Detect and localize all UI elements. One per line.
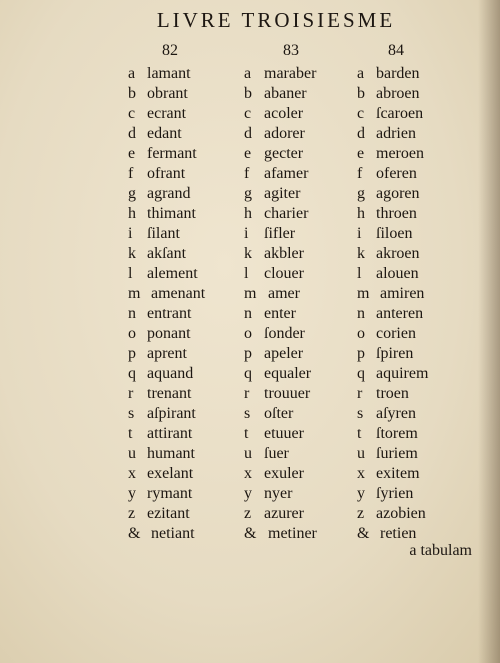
entry-word: metiner [268,525,317,542]
word-entry [128,264,240,284]
word-entry [244,424,356,444]
entry-letter: l [357,265,362,282]
entry-word: aſyren [376,405,416,422]
entry-word: obrant [147,85,188,102]
entry-word: aquirem [376,365,429,382]
word-entry [244,464,356,484]
entry-word: gecter [264,145,304,162]
entry-word: ezitant [147,505,190,522]
entry-letter: m [128,285,141,302]
word-entry [244,244,356,264]
entry-letter: a [357,65,365,82]
entry-letter: s [357,405,364,422]
entry-letter: z [357,505,365,522]
entry-word: azobien [376,505,426,522]
word-entry [244,444,356,464]
entry-letter: k [244,245,252,262]
word-entry [357,484,473,504]
entry-word: maraber [264,65,317,82]
entry-letter: g [244,185,252,202]
word-entry [128,224,240,244]
entry-letter: f [357,165,363,182]
word-column-82 [128,64,240,544]
word-entry [244,404,356,424]
entry-letter: u [357,445,365,462]
word-entry [357,84,473,104]
entry-letter: a [244,65,252,82]
entry-word: entrant [147,305,192,322]
word-entry [357,324,473,344]
word-entry [128,104,240,124]
word-entry [128,144,240,164]
entry-letter: t [357,425,362,442]
entry-letter: c [244,105,252,122]
word-entry [357,344,473,364]
entry-word: akroen [376,245,420,262]
word-column-84 [357,64,473,544]
word-entry [244,484,356,504]
entry-letter: c [357,105,365,122]
word-entry [357,204,473,224]
entry-word: agiter [264,185,301,202]
entry-letter: b [128,85,136,102]
entry-word: anteren [376,305,424,322]
word-entry [357,504,473,524]
entry-letter: y [357,485,365,502]
column-number-84: 84 [388,42,404,59]
entry-letter: e [128,145,136,162]
word-entry [244,184,356,204]
entry-letter: x [244,465,252,482]
entry-word: attirant [147,425,193,442]
word-entry [357,124,473,144]
entry-letter: c [128,105,136,122]
word-entry [244,264,356,284]
entry-letter: x [357,465,365,482]
entry-word: agoren [376,185,420,202]
entry-letter: e [244,145,252,162]
word-entry [128,204,240,224]
entry-word: acoler [264,105,304,122]
column-number-83: 83 [283,42,299,59]
entry-letter: i [128,225,133,242]
word-entry [357,444,473,464]
entry-letter: n [357,305,365,322]
word-column-83 [244,64,356,544]
entry-word: ſuriem [376,445,418,462]
entry-letter: r [357,385,363,402]
entry-word: oſter [264,405,294,422]
entry-word: etuuer [264,425,304,442]
entry-word: trouuer [264,385,311,402]
entry-word: ſcaroen [376,105,424,122]
word-entry [357,244,473,264]
word-entry [128,244,240,264]
word-entry [244,324,356,344]
entry-word: thimant [147,205,196,222]
catchword: a tabulam [409,542,472,559]
entry-letter: k [357,245,365,262]
word-entry [128,284,240,304]
word-entry [128,124,240,144]
entry-word: trenant [147,385,192,402]
entry-word: lamant [147,65,191,82]
entry-letter: h [244,205,252,222]
word-entry [357,364,473,384]
entry-letter: l [244,265,249,282]
entry-word: amer [268,285,300,302]
word-entry [357,524,473,544]
entry-letter: z [128,505,136,522]
entry-word: afamer [264,165,309,182]
word-entry [244,124,356,144]
entry-letter: o [128,325,136,342]
entry-word: azurer [264,505,304,522]
word-entry [357,384,473,404]
entry-letter: g [357,185,365,202]
entry-word: ſilant [147,225,180,242]
entry-letter: u [128,445,136,462]
word-entry [128,524,240,544]
entry-letter: d [128,125,136,142]
entry-letter: r [128,385,134,402]
entry-letter: f [244,165,250,182]
entry-word: corien [376,325,416,342]
entry-letter: q [128,365,136,382]
word-entry [357,164,473,184]
entry-word: ſuer [264,445,289,462]
word-entry [128,464,240,484]
entry-word: apeler [264,345,304,362]
entry-letter: s [244,405,251,422]
entry-letter: z [244,505,252,522]
word-entry [357,464,473,484]
word-entry [128,504,240,524]
entry-letter: i [357,225,362,242]
word-entry [244,524,356,544]
word-entry [244,204,356,224]
entry-letter: o [244,325,252,342]
entry-letter: & [244,525,257,542]
entry-word: barden [376,65,420,82]
word-entry [128,184,240,204]
entry-word: enter [264,305,296,322]
word-entry [357,144,473,164]
entry-word: clouer [264,265,304,282]
word-entry [128,424,240,444]
entry-word: aſpirant [147,405,196,422]
word-entry [244,64,356,84]
entry-word: humant [147,445,195,462]
entry-letter: y [128,485,136,502]
word-entry [244,304,356,324]
entry-word: nyer [264,485,293,502]
entry-word: fermant [147,145,197,162]
word-entry [357,264,473,284]
word-entry [128,364,240,384]
entry-word: ſifler [264,225,296,242]
entry-word: abroen [376,85,420,102]
entry-word: alement [147,265,198,282]
word-entry [357,304,473,324]
entry-letter: a [128,65,136,82]
entry-letter: x [128,465,136,482]
column-number-82: 82 [162,42,178,59]
entry-letter: t [128,425,133,442]
entry-word: exuler [264,465,304,482]
entry-letter: p [357,345,365,362]
entry-letter: b [357,85,365,102]
entry-letter: r [244,385,250,402]
entry-word: amiren [380,285,425,302]
entry-letter: q [244,365,252,382]
word-entry [244,104,356,124]
word-entry [244,284,356,304]
entry-letter: f [128,165,134,182]
entry-word: ſpiren [376,345,414,362]
entry-word: netiant [151,525,195,542]
word-entry [244,384,356,404]
entry-letter: d [357,125,365,142]
entry-word: oferen [376,165,417,182]
word-entry [244,144,356,164]
word-entry [128,404,240,424]
word-entry [244,224,356,244]
entry-letter: h [128,205,136,222]
entry-word: ecrant [147,105,187,122]
word-entry [357,104,473,124]
word-entry [244,164,356,184]
entry-word: alouen [376,265,419,282]
word-entry [128,64,240,84]
entry-word: agrand [147,185,191,202]
entry-word: troen [376,385,409,402]
entry-word: ſyrien [376,485,414,502]
entry-word: adrien [376,125,416,142]
word-entry [128,84,240,104]
entry-letter: i [244,225,249,242]
word-entry [357,224,473,244]
entry-letter: m [357,285,370,302]
entry-letter: q [357,365,365,382]
word-entry [128,344,240,364]
entry-word: abaner [264,85,307,102]
entry-word: ſonder [264,325,305,342]
entry-letter: s [128,405,135,422]
entry-word: equaler [264,365,312,382]
entry-letter: n [128,305,136,322]
entry-word: aquand [147,365,194,382]
entry-letter: n [244,305,252,322]
page-gutter-shadow [478,0,500,663]
word-entry [128,444,240,464]
entry-letter: t [244,425,249,442]
word-entry [357,284,473,304]
word-entry [244,84,356,104]
word-entry [244,344,356,364]
word-entry [244,504,356,524]
entry-letter: p [244,345,252,362]
entry-letter: u [244,445,252,462]
word-entry [128,384,240,404]
word-entry [357,184,473,204]
entry-letter: h [357,205,365,222]
entry-word: exelant [147,465,194,482]
entry-word: exitem [376,465,420,482]
word-entry [128,324,240,344]
entry-word: retien [380,525,417,542]
word-entry [128,304,240,324]
entry-letter: g [128,185,136,202]
entry-word: edant [147,125,182,142]
entry-word: ſtorem [376,425,418,442]
entry-letter: k [128,245,136,262]
entry-letter: o [357,325,365,342]
word-entry [128,164,240,184]
entry-word: meroen [376,145,424,162]
entry-word: ofrant [147,165,186,182]
word-entry [244,364,356,384]
entry-word: charier [264,205,309,222]
entry-letter: d [244,125,252,142]
word-entry [357,404,473,424]
entry-word: adorer [264,125,305,142]
entry-word: throen [376,205,417,222]
entry-letter: b [244,85,252,102]
entry-letter: y [244,485,252,502]
entry-word: akſant [147,245,187,262]
word-entry [357,424,473,444]
entry-letter: & [128,525,141,542]
entry-letter: l [128,265,133,282]
entry-letter: p [128,345,136,362]
entry-letter: & [357,525,370,542]
word-entry [357,64,473,84]
running-head: LIVRE TROISIESME [156,8,396,32]
entry-letter: e [357,145,365,162]
word-entry [128,484,240,504]
entry-word: aprent [147,345,187,362]
entry-word: ponant [147,325,191,342]
entry-word: rymant [147,485,193,502]
entry-letter: m [244,285,257,302]
entry-word: amenant [151,285,206,302]
entry-word: akbler [264,245,304,262]
entry-word: ſiloen [376,225,413,242]
